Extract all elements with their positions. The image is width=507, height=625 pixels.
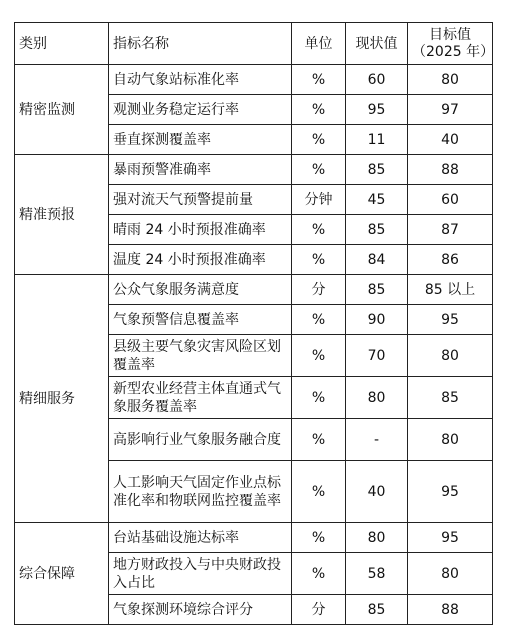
unit-cell: % — [292, 245, 346, 275]
target-value-cell: 80 — [408, 419, 493, 461]
unit-cell: % — [292, 553, 346, 595]
indicator-cell: 自动气象站标准化率 — [109, 65, 292, 95]
category-cell: 精准预报 — [15, 155, 109, 275]
current-value-cell: 85 — [346, 155, 408, 185]
target-value-cell: 88 — [408, 155, 493, 185]
category-cell: 精细服务 — [15, 275, 109, 523]
header-unit: 单位 — [292, 23, 346, 65]
indicator-table — [14, 22, 493, 625]
target-value-cell: 80 — [408, 335, 493, 377]
header-target-line1: 目标值 — [429, 26, 471, 43]
unit-cell: % — [292, 305, 346, 335]
indicator-cell: 新型农业经营主体直通式气象服务覆盖率 — [109, 377, 292, 419]
target-value-cell: 80 — [408, 553, 493, 595]
target-value-cell: 88 — [408, 595, 493, 625]
current-value-cell: 95 — [346, 95, 408, 125]
target-value-cell: 95 — [408, 523, 493, 553]
target-value-cell: 95 — [408, 461, 493, 523]
target-value-cell: 95 — [408, 305, 493, 335]
target-value-cell: 86 — [408, 245, 493, 275]
indicator-cell: 垂直探测覆盖率 — [109, 125, 292, 155]
target-value-cell: 85 以上 — [408, 275, 493, 305]
target-value-cell: 60 — [408, 185, 493, 215]
indicator-table-container — [14, 22, 495, 625]
indicator-cell: 暴雨预警准确率 — [109, 155, 292, 185]
category-cell: 精密监测 — [15, 65, 109, 155]
target-value-cell: 97 — [408, 95, 493, 125]
indicator-cell: 台站基础设施达标率 — [109, 523, 292, 553]
indicator-cell: 县级主要气象灾害风险区划覆盖率 — [109, 335, 292, 377]
indicator-cell: 强对流天气预警提前量 — [109, 185, 292, 215]
unit-cell: % — [292, 335, 346, 377]
target-value-cell: 85 — [408, 377, 493, 419]
indicator-cell: 气象探测环境综合评分 — [109, 595, 292, 625]
header-row — [15, 23, 493, 65]
current-value-cell: 80 — [346, 377, 408, 419]
header-target — [408, 23, 493, 65]
header-category: 类别 — [15, 23, 109, 65]
unit-cell: 分 — [292, 595, 346, 625]
current-value-cell: 11 — [346, 125, 408, 155]
current-value-cell: - — [346, 419, 408, 461]
table-row — [15, 65, 493, 95]
unit-cell: % — [292, 523, 346, 553]
table-row — [15, 155, 493, 185]
current-value-cell: 80 — [346, 523, 408, 553]
header-indicator: 指标名称 — [109, 23, 292, 65]
indicator-cell: 温度 24 小时预报准确率 — [109, 245, 292, 275]
unit-cell: % — [292, 95, 346, 125]
indicator-cell: 公众气象服务满意度 — [109, 275, 292, 305]
indicator-cell: 地方财政投入与中央财政投入占比 — [109, 553, 292, 595]
current-value-cell: 58 — [346, 553, 408, 595]
unit-cell: % — [292, 419, 346, 461]
indicator-cell: 气象预警信息覆盖率 — [109, 305, 292, 335]
indicator-cell: 晴雨 24 小时预报准确率 — [109, 215, 292, 245]
current-value-cell: 60 — [346, 65, 408, 95]
table-row — [15, 275, 493, 305]
header-current: 现状值 — [346, 23, 408, 65]
target-value-cell: 80 — [408, 65, 493, 95]
indicator-cell: 人工影响天气固定作业点标准化率和物联网监控覆盖率 — [109, 461, 292, 523]
unit-cell: % — [292, 65, 346, 95]
unit-cell: 分 — [292, 275, 346, 305]
current-value-cell: 45 — [346, 185, 408, 215]
unit-cell: 分钟 — [292, 185, 346, 215]
current-value-cell: 90 — [346, 305, 408, 335]
indicator-cell: 高影响行业气象服务融合度 — [109, 419, 292, 461]
current-value-cell: 85 — [346, 215, 408, 245]
current-value-cell: 85 — [346, 595, 408, 625]
unit-cell: % — [292, 155, 346, 185]
current-value-cell: 84 — [346, 245, 408, 275]
target-value-cell: 87 — [408, 215, 493, 245]
category-cell: 综合保障 — [15, 523, 109, 625]
current-value-cell: 85 — [346, 275, 408, 305]
unit-cell: % — [292, 461, 346, 523]
current-value-cell: 40 — [346, 461, 408, 523]
indicator-cell: 观测业务稳定运行率 — [109, 95, 292, 125]
unit-cell: % — [292, 125, 346, 155]
unit-cell: % — [292, 215, 346, 245]
target-value-cell: 40 — [408, 125, 493, 155]
header-target-line2: （2025 年） — [412, 43, 495, 60]
table-row — [15, 523, 493, 553]
current-value-cell: 70 — [346, 335, 408, 377]
unit-cell: % — [292, 377, 346, 419]
